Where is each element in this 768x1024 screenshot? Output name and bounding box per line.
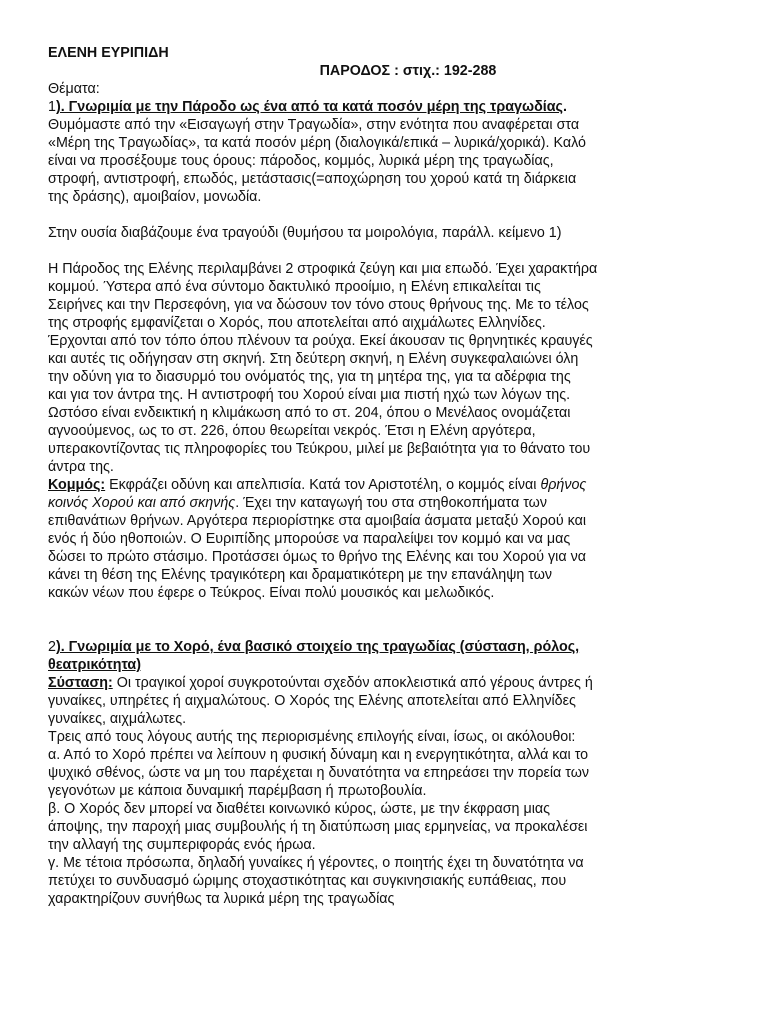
- kommos-paragraph: [48, 476, 728, 602]
- kommos-definition-italic: θρήνος: [540, 477, 587, 493]
- paragraph-line: ψυχικό σθένος, ώστε να μη του παρέχεται η δυνατότητα να επηρεάσει την πορεία των: [48, 765, 590, 781]
- section2-heading: [48, 638, 728, 656]
- paragraph-line: κακών νέων που έφερε ο Τεύκρος. Είναι πολύ μουσικός και μελωδικός.: [48, 585, 495, 601]
- paragraph-line: γυναίκες, υπηρέτες ή αιχμαλώτους. Ο Χορός της Ελένης αποτελείται από Ελληνίδες: [48, 693, 576, 709]
- paragraph-line: και για τον άντρα της. Η αντιστροφή του Χορού είναι μια πιστή ηχώ των λόγων της.: [48, 387, 571, 403]
- paragraph-line: χαρακτηρίζουν συνήθως τα λυρικά μέρη της τραγωδίας: [48, 891, 395, 907]
- paragraph-line: την αλλαγή της συμπεριφοράς ενός ήρωα.: [48, 837, 316, 853]
- kommos-term: Κομμός:: [48, 477, 106, 493]
- section2-heading-text: ). Γνωριμία με το Χορό, ένα βασικό στοιχείο της τραγωδίας (σύσταση, ρόλος,: [55, 639, 580, 655]
- kommos-text: . Έχει την καταγωγή του στα στηθοκοπήματα των: [235, 495, 547, 511]
- paragraph-line: υπερακοντίζοντας τις πληροφορίες του Τεύκρου, μιλεί με βεβαιότητα για το θάνατο του: [48, 441, 591, 457]
- kommos-definition-italic: κοινός Χορού και από σκηνής: [48, 495, 236, 511]
- document-author-title: ΕΛΕΝΗ ΕΥΡΙΠΙΔΗ: [48, 45, 169, 61]
- paragraph-line: και αυτές τις οδήγησαν στη σκηνή. Στη δεύτερη σκηνή, η Ελένη συγκεφαλαιώνει όλη: [48, 351, 579, 367]
- paragraph-line: Ωστόσο είναι ενδεικτική η κλιμάκωση από το στ. 204, όπου ο Μενέλαος ονομάζεται: [48, 405, 571, 421]
- paragraph-line: Η Πάροδος της Ελένης περιλαμβάνει 2 στροφικά ζεύγη και μια επωδό. Έχει χαρακτήρα: [48, 261, 598, 277]
- spacer: [48, 620, 728, 638]
- paragraph-line: γυναίκες, αιχμάλωτες.: [48, 711, 187, 727]
- spacer: [48, 206, 728, 224]
- section1-number: 1: [48, 99, 56, 115]
- paragraph-line: α. Από το Χορό πρέπει να λείπουν η φυσική δύναμη και η ενεργητικότητα, αλλά και το: [48, 747, 589, 763]
- themes-label: Θέματα:: [48, 81, 100, 97]
- kommos-text: Εκφράζει οδύνη και απελπισία. Κατά τον Αριστοτέλη, ο κομμός είναι: [105, 477, 541, 493]
- paragraph-line: στροφή, αντιστροφή, επωδός, μετάστασις(=αποχώρηση του χορού κατά τη διάρκεια: [48, 171, 577, 187]
- paragraph-line: πετύχει το συνδυασμό ώριμης στοχαστικότητας και συγκινησιακής ευπάθειας, που: [48, 873, 567, 889]
- section2-heading-continued: θεατρικότητα): [48, 657, 141, 673]
- paragraph-line: επιθανάτιων θρήνων. Αργότερα περιορίστηκε στα αμοιβαία άσματα μεταξύ Χορού και: [48, 513, 587, 529]
- paragraph-line: της δράσης), αμοιβαίον, μονωδία.: [48, 189, 262, 205]
- paragraph-line: είναι να προσέξουμε τους όρους: πάροδος, κομμός, λυρικά μέρη της τραγωδίας,: [48, 153, 554, 169]
- composition-paragraph: [48, 674, 728, 908]
- section1-heading-end: .: [562, 99, 567, 115]
- section2-number: 2: [48, 639, 56, 655]
- paragraph-line: δώσει το πρώτο στάσιμο. Προτάσσει όμως το θρήνο της Ελένης και του Χορού για να: [48, 549, 586, 565]
- spacer: [48, 602, 728, 620]
- section1-intro: [48, 116, 728, 206]
- paragraph-line: κάνει τη θέση της Ελένης τραγικότερη και δραματικότερη με την επανάληψη των: [48, 567, 553, 583]
- paragraph-line: Σειρήνες και την Περσεφόνη, για να δώσουν τον τόνο στους θρήνους της. Με το τέλος: [48, 297, 589, 313]
- song-note: Στην ουσία διαβάζουμε ένα τραγούδι (θυμήσου τα μοιρολόγια, παράλλ. κείμενο 1): [48, 225, 562, 241]
- paragraph-line: αγνοούμενος, ως το στ. 226, όπου θεωρείται νεκρός. Έτσι η Ελένη αργότερα,: [48, 423, 536, 439]
- paragraph-line: Θυμόμαστε από την «Εισαγωγή στην Τραγωδία», στην ενότητα που αναφέρεται στα: [48, 117, 580, 133]
- composition-text: Οι τραγικοί χοροί συγκροτούνται σχεδόν αποκλειστικά από γέρους άντρες ή: [112, 675, 593, 691]
- paragraph-line: την οδύνη για το διασυρμό του ονόματός της, για τη μητέρα της, για τα αδέρφια της: [48, 369, 571, 385]
- paragraph-line: β. Ο Χορός δεν μπορεί να διαθέτει κοινωνικό κύρος, ώστε, με την έκφραση μιας: [48, 801, 551, 817]
- paragraph-line: ενός ή δύο ηθοποιών. Ο Ευριπίδης μπορούσε να παραλείψει τον κομμό και να μας: [48, 531, 571, 547]
- paragraph-line: γ. Με τέτοια πρόσωπα, δηλαδή γυναίκες ή γέροντες, ο ποιητής έχει τη δυνατότητα να: [48, 855, 584, 871]
- paragraph-line: της στροφής εμφανίζεται ο Χορός, που αποτελείται από αιχμάλωτες Ελληνίδες.: [48, 315, 546, 331]
- paragraph-line: άντρα της.: [48, 459, 114, 475]
- paragraph-line: γεγονότων με κάποια δυναμική παρέμβαση ή πρωτοβουλία.: [48, 783, 427, 799]
- section1-heading-text: ). Γνωριμία με την Πάροδο ως ένα από τα κατά ποσόν μέρη της τραγωδίας: [55, 99, 563, 115]
- paragraph-line: Έρχονται από τον τόπο όπου πλένουν τα ρούχα. Εκεί άκουσαν τις θρηνητικές κραυγές: [48, 333, 593, 349]
- paragraph-line: [48, 476, 728, 494]
- paragraph-line: [48, 494, 728, 512]
- composition-term: Σύσταση:: [48, 675, 113, 691]
- section1-heading: [48, 98, 728, 116]
- paragraph-line: Τρεις από τους λόγους αυτής της περιορισμένης επιλογής είναι, ίσως, οι ακόλουθοι:: [48, 729, 576, 745]
- parodos-paragraph: [48, 260, 728, 476]
- paragraph-line: [48, 674, 728, 692]
- spacer: [48, 242, 728, 260]
- paragraph-line: «Μέρη της Τραγωδίας», τα κατά ποσόν μέρη (διαλογικά/επικά – λυρικά/χορικά). Καλό: [48, 135, 587, 151]
- paragraph-line: κομμού. Ύστερα από ένα σύντομο δακτυλικό προοίμιο, η Ελένη επικαλείται τις: [48, 279, 541, 295]
- section-title: ΠΑΡΟΔΟΣ : στιχ.: 192-288: [319, 63, 497, 79]
- paragraph-line: άποψης, την παροχή μιας συμβουλής ή τη διατύπωση μιας ερμηνείας, να προκαλέσει: [48, 819, 588, 835]
